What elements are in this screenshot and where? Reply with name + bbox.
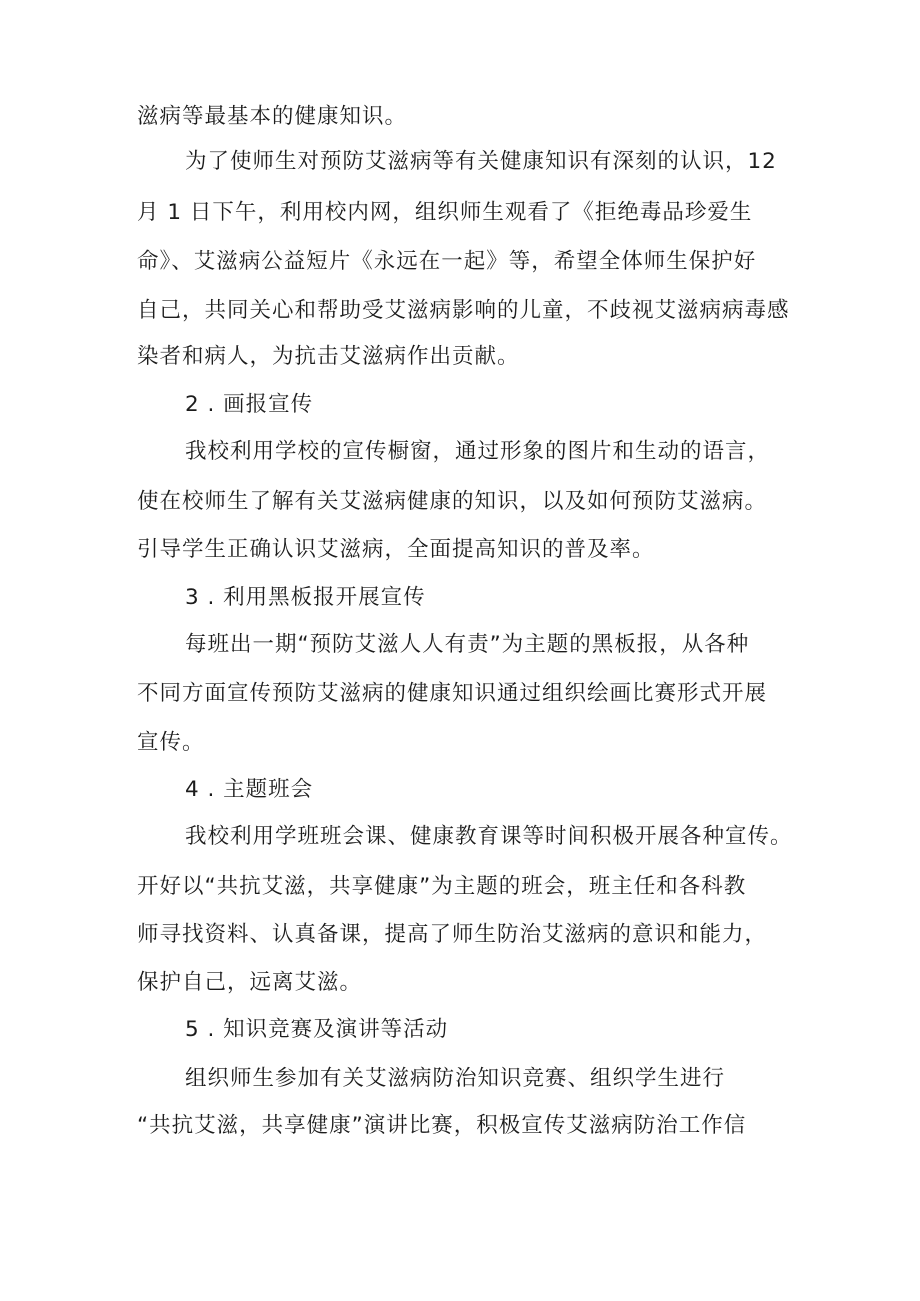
paragraph-line: 为了使师生对预防艾滋病等有关健康知识有深刻的认识，12 <box>185 149 777 174</box>
paragraph-line: 染者和病人，为抗击艾滋病作出贡献。 <box>137 344 520 369</box>
paragraph-line: 命》、艾滋病公益短片《永远在一起》等，希望全体师生保护好 <box>137 249 757 274</box>
section-heading: 3 . 利用黑板报开展宣传 <box>185 585 426 610</box>
paragraph-line: “共抗艾滋，共享健康”演讲比赛，积极宣传艾滋病防治工作信 <box>137 1113 747 1138</box>
paragraph-line: 月 1 日下午，利用校内网，组织师生观看了《拒绝毒品珍爱生 <box>137 200 753 225</box>
paragraph-line: 宣传。 <box>137 730 205 755</box>
paragraph-line: 使在校师生了解有关艾滋病健康的知识，以及如何预防艾滋病。 <box>137 489 768 514</box>
paragraph-line: 不同方面宣传预防艾滋病的健康知识通过组织绘画比赛形式开展 <box>137 681 768 706</box>
paragraph-line: 每班出一期“预防艾滋人人有责”为主题的黑板报，从各种 <box>185 632 750 657</box>
paragraph-line: 我校利用学校的宣传橱窗，通过形象的图片和生动的语言， <box>185 439 771 464</box>
paragraph-line: 组织师生参加有关艾滋病防治知识竞赛、组织学生进行 <box>185 1066 726 1091</box>
section-heading: 2 . 画报宣传 <box>185 392 314 417</box>
paragraph-line: 开好以“共抗艾滋，共享健康”为主题的班会，班主任和各科教 <box>137 874 747 899</box>
paragraph-line: 我校利用学班班会课、健康教育课等时间积极开展各种宣传。 <box>185 824 793 849</box>
section-heading: 5 . 知识竞赛及演讲等活动 <box>185 1017 449 1042</box>
section-heading: 4 . 主题班会 <box>185 777 314 802</box>
paragraph-line: 引导学生正确认识艾滋病，全面提高知识的普及率。 <box>137 537 655 562</box>
paragraph-line: 滋病等最基本的健康知识。 <box>137 104 408 129</box>
paragraph-line: 自己，共同关心和帮助受艾滋病影响的儿童，不歧视艾滋病病毒感 <box>137 298 790 323</box>
paragraph-line: 保护自己，远离艾滋。 <box>137 970 363 995</box>
paragraph-line: 师寻找资料、认真备课，提高了师生防治艾滋病的意识和能力， <box>137 922 768 947</box>
